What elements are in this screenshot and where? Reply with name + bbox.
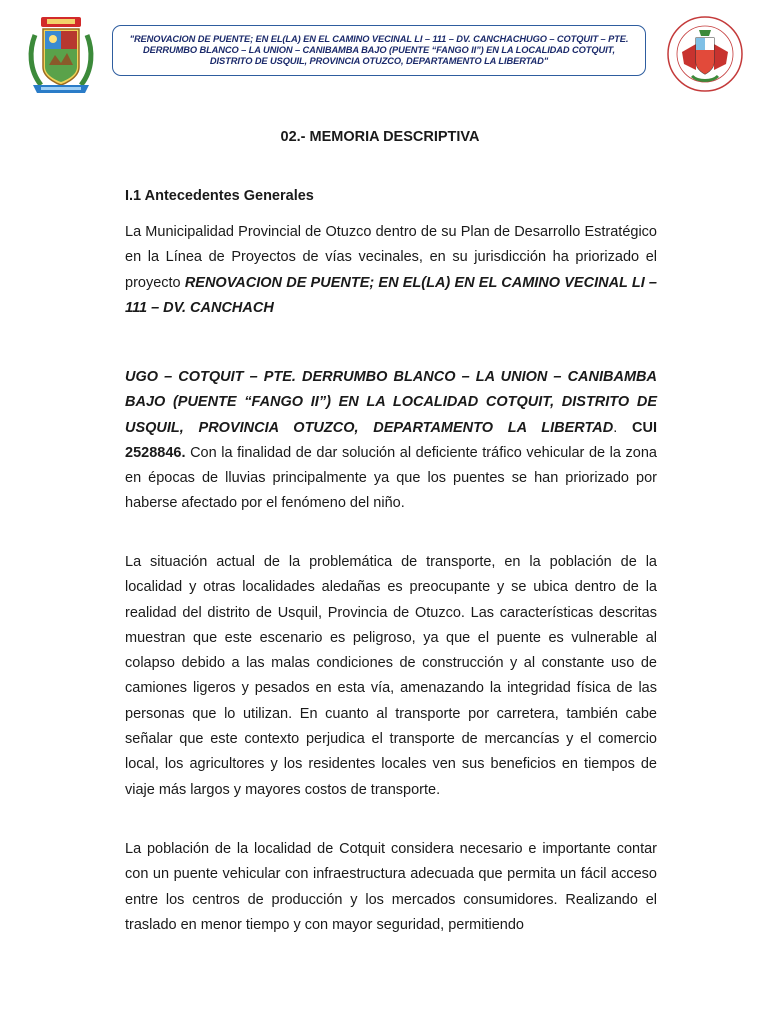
- project-name-bold-continued: UGO – COTQUIT – PTE. DERRUMBO BLANCO – LA UNION – CANIBAMBA BAJO (PUENTE “FANGO II”) EN LA LOCALIDAD COTQUIT, DISTRITO DE USQUIL, PROVINCIA OTUZCO, DEPARTAMENTO LA LIBERTAD: [125, 369, 657, 436]
- separator-text: .: [613, 419, 633, 436]
- paragraph-situacion-actual: La situación actual de la problemática de transporte, en la población de la localidad y otras localidades aledañas es preocupante y se ubica dentro de la realidad del distrito de Usquil, Provincia de Otuzco. Las características descritas muestran que este escenario es peligroso, ya que el puente es vulnerable al colapso debido a las malas condiciones de construcción y al constante uso de camiones ligeros y pesados en esta vía, amenazando la integridad física de las personas que lo utilizan. En cuanto al transporte por carretera, también cabe señalar que este contexto perjudica el transporte de mercancías y el comercio local, los agricultores y los residentes locales ven sus beneficios en tiempos de viaje más largos y mayores costos de transporte.: [125, 554, 657, 798]
- project-title-text: "RENOVACION DE PUENTE; EN EL(LA) EN EL CAMINO VECINAL LI – 111 – DV. CANCHACHUGO – COTQUIT – PTE. DERRUMBO BLANCO – LA UNION – CANIBAMBA BAJO (PUENTE “FANGO II”) EN LA LOCALIDAD COTQUIT, DISTRITO DE USQUIL, PROVINCIA OTUZCO, DEPARTAMENTO LA LIBERTAD": [129, 34, 629, 66]
- paragraph-text: La Municipalidad Provincial de Otuzco dentro de su Plan de Desarrollo Estratégico en la Línea de Proyectos de vías vecinales, en su jurisdicción ha priorizado el proyecto: [125, 224, 657, 291]
- paragraph-text: Con la finalidad de dar solución al deficiente tráfico vehicular de la zona en épocas de lluvias principalmente ya que los puentes se han priorizado por haberse afectado por el fenómeno del niño.: [125, 444, 657, 512]
- document-title: 02.- MEMORIA DESCRIPTIVA: [280, 129, 480, 145]
- paragraph-poblacion: La población de la localidad de Cotquit considera necesario e importante contar con un puente vehicular con infraestructura adecuada que permita un fácil acceso entre los centros de producción y los mercados consumidores. Realizando el traslado en menor tiempo y con mayor seguridad, permitiendo: [125, 841, 657, 933]
- project-name-bold: RENOVACION DE PUENTE; EN EL(LA) EN EL CAMINO VECINAL LI – 111 – DV. CANCHACH: [125, 274, 657, 316]
- paragraph-project-continuation: [125, 365, 657, 517]
- municipal-coat-of-arms-icon: [27, 15, 95, 97]
- paragraph-antecedentes: [125, 220, 657, 321]
- peru-national-seal-icon: [666, 14, 744, 94]
- section-heading: I.1 Antecedentes Generales: [125, 188, 314, 204]
- project-title-banner: [112, 25, 646, 76]
- cui-code: CUI 2528846.: [125, 419, 657, 461]
